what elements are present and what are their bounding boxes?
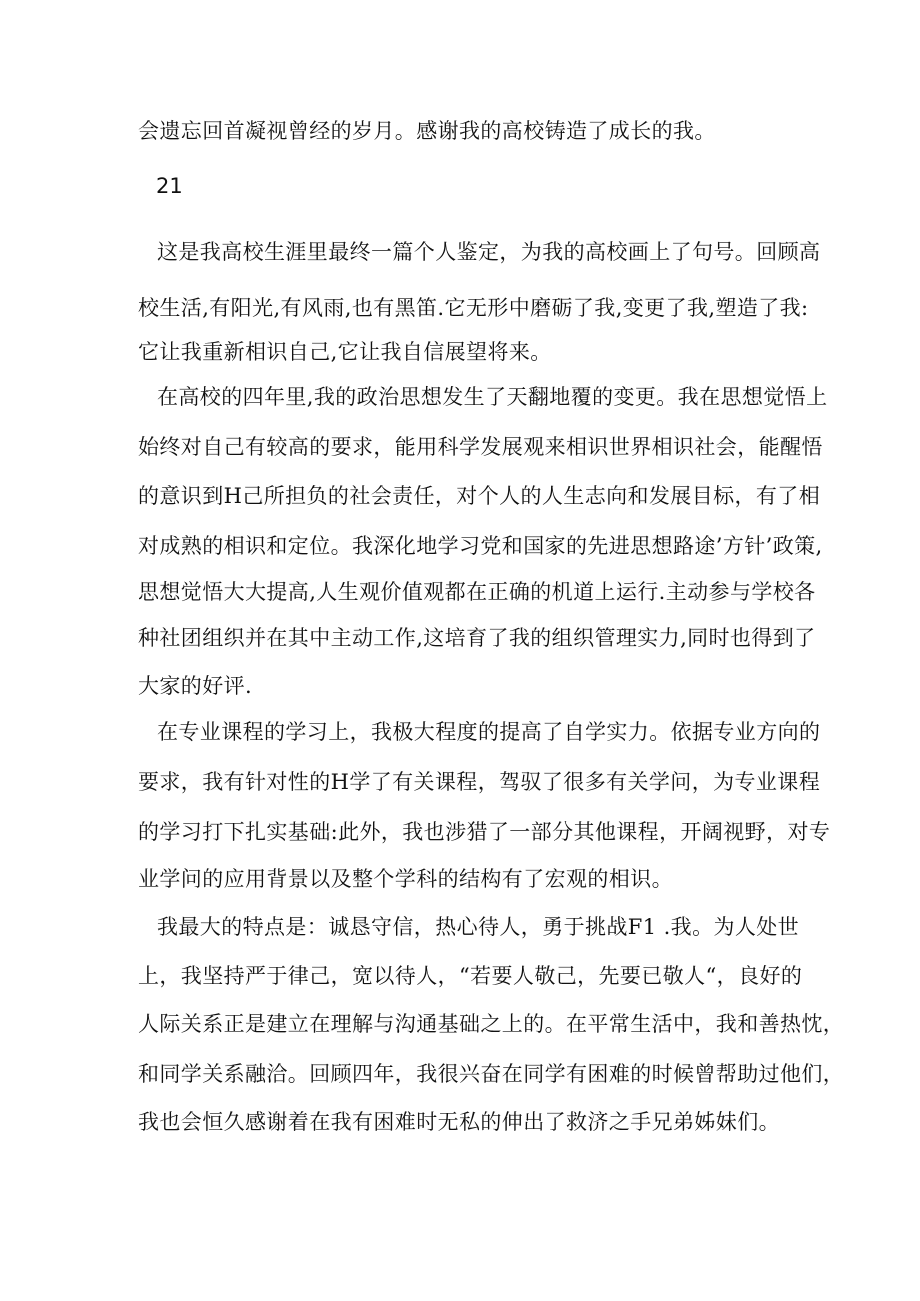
text-line: 上，我坚持严于律己，宽以待人，“若要人敬己，先要已敬人“，良好的 [138, 964, 803, 988]
text-line: 的意识到H己所担负的社会责任，对个人的人生志向和发展目标，有了相 [138, 484, 821, 508]
text-line: 业学问的应用背景以及整个学科的结构有了宏观的相识。 [138, 867, 673, 891]
text-line: 要求，我有针对性的H学了有关课程，驾驭了很多有关学问，为专业课程 [138, 770, 821, 794]
text-line: 它让我重新相识自己,它让我自信展望将来。 [138, 340, 552, 364]
text-line: 和同学关系融洽。回顾四年，我很兴奋在同学有困难的时候曾帮助过他们， [138, 1062, 845, 1086]
text-line: 校生活,有阳光,有风雨,也有黑笛.它无形中磨砺了我,变更了我,塑造了我: [138, 296, 809, 320]
text-line: 在专业课程的学习上，我极大程度的提高了自学实力。依据专业方向的 [157, 720, 821, 744]
text-line: 大家的好评. [138, 674, 253, 698]
text-line: 这是我高校生涯里最终一篇个人鉴定，为我的高校画上了句号。回顾高 [157, 240, 821, 264]
text-line: 思想觉悟大大提高,人生观价值观都在正确的机道上运行.主动参与学校各 [138, 580, 816, 604]
text-line: 我最大的特点是：诚恳守信，热心待人，勇于挑战F1 .我。为人处世 [157, 915, 800, 939]
text-line: 种社团组织并在其中主动工作,这培育了我的组织管理实力,同时也得到了 [138, 626, 816, 650]
page-number: 21 [156, 174, 183, 198]
text-line: 人际关系正是建立在理解与沟通基础之上的。在平常生活中，我和善热忱， [138, 1012, 845, 1036]
text-line: 会遗忘回首凝视曾经的岁月。感谢我的高校铸造了成长的我。 [138, 119, 716, 143]
text-line: 的学习打下扎实基础:此外，我也涉猎了一部分其他课程，开阔视野，对专 [138, 820, 831, 844]
text-line: 我也会恒久感谢着在我有困难时无私的伸出了救济之手兄弟姊妹们。 [138, 1110, 780, 1134]
text-line: 在高校的四年里,我的政治思想发生了天翻地覆的变更。我在思想觉悟上 [157, 385, 828, 409]
text-line: 始终对自己有较高的要求，能用科学发展观来相识世界相识社会，能醒悟 [138, 435, 823, 459]
text-line: 对成熟的相识和定位。我深化地学习党和国家的先进思想路途’方针’政策, [138, 534, 823, 558]
